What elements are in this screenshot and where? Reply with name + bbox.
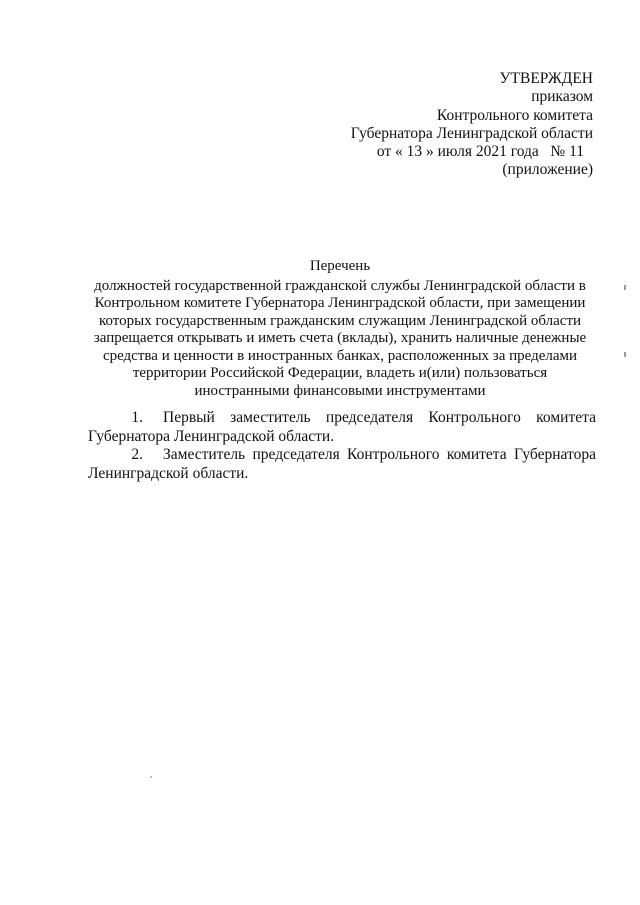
scan-margin-mark — [624, 352, 626, 357]
document-title-block — [84, 258, 596, 400]
title-line: запрещается открывать и иметь счета (вклады), хранить наличные денежные — [93, 330, 587, 346]
title-line: иностранными финансовыми инструментами — [194, 382, 486, 399]
approval-date-number: от « 13 » июля 2021 года № 11 — [376, 143, 584, 161]
list-item-word: председателя — [325, 409, 414, 426]
scan-margin-mark — [624, 285, 626, 290]
list-item-word: Заместитель — [163, 446, 246, 463]
document-title: Перечень — [309, 258, 371, 274]
positions-list — [88, 409, 596, 483]
title-line: должностей государственной гражданской службы Ленинградской области в — [94, 277, 586, 294]
approval-line-committee: Контрольного комитета — [436, 106, 593, 124]
list-item-word: председателя — [252, 446, 340, 463]
list-item-word: Контрольного — [428, 409, 521, 426]
list-item-word: комитета — [446, 446, 507, 463]
list-item-word: заместитель — [230, 409, 311, 426]
list-item-number: 1. — [131, 409, 143, 426]
list-item-number: 2. — [131, 446, 143, 463]
title-line: территории Российской Федерации, владеть и(или) пользоваться — [132, 365, 548, 381]
scan-speck — [150, 776, 152, 778]
title-line: Контрольном комитете Губернатора Ленинградской области, при замещении — [94, 295, 586, 311]
title-line: средства и ценности в иностранных банках, расположенных за пределами — [102, 347, 578, 364]
approval-attachment-note: (приложение) — [502, 161, 593, 179]
list-item-word: Контрольного — [347, 446, 440, 463]
approval-stamp-block — [293, 70, 593, 180]
approval-line-governor: Губернатора Ленинградской области — [350, 124, 593, 142]
title-line: которых государственным гражданским служащим Ленинградской области — [98, 312, 582, 329]
list-item-word: Первый — [163, 409, 215, 426]
approval-line-order: приказом — [531, 88, 593, 106]
list-item-continuation: Ленинградской области. — [88, 464, 249, 482]
approval-heading: УТВЕРЖДЕН — [499, 70, 593, 87]
list-item-word: Губернатора — [514, 446, 596, 463]
list-item — [88, 409, 596, 446]
list-item — [88, 446, 596, 483]
list-item-word: комитета — [536, 409, 596, 426]
list-item-continuation: Губернатора Ленинградской области. — [88, 427, 335, 445]
